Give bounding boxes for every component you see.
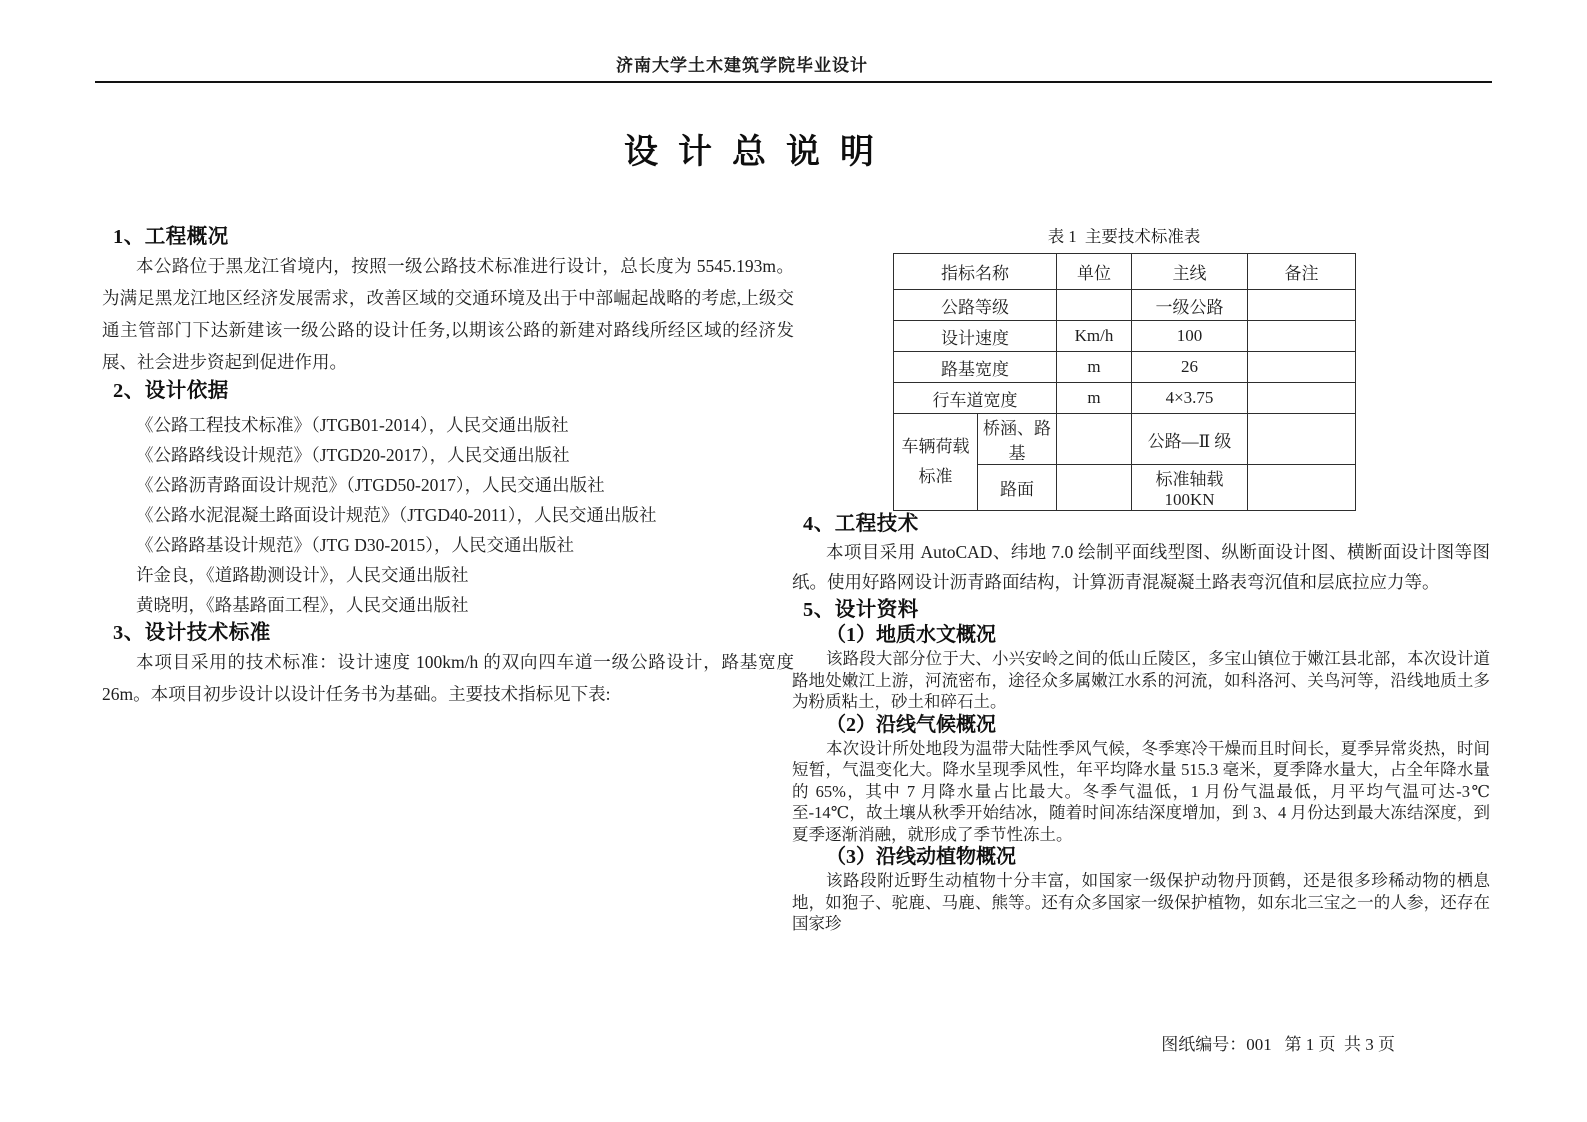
- paragraph-project-overview: 本公路位于黑龙江省境内，按照一级公路技术标准进行设计，总长度为 5545.193m。为满足黑龙江地区经济发展需求，改善区域的交通环境及出于中部崛起战略的考虑,上级交通主管部门下达新建该一级公路的设计任务,以期该公路的新建对路线所经区域的经济发展、社会进步资起到促进作用。: [102, 256, 794, 372]
- cell-mainline: 公路—Ⅱ 级: [1132, 414, 1248, 465]
- header-rule: [95, 81, 1492, 83]
- table-row: [894, 290, 1356, 321]
- right-column: [792, 226, 1490, 935]
- cell-remark: [1248, 414, 1356, 465]
- technical-standards-table-block: [893, 226, 1355, 511]
- table-row: [894, 414, 1356, 465]
- header-cell-remark: 备注: [1248, 254, 1356, 290]
- header-cell-unit: 单位: [1057, 254, 1132, 290]
- cell-unit: Km/h: [1057, 321, 1132, 352]
- reference-item: 《公路工程技术标准》（JTGB01-2014），人民交通出版社: [136, 415, 569, 435]
- cell-remark: [1248, 352, 1356, 383]
- paragraph-design-technical-standard: 本项目采用的技术标准：设计速度 100km/h 的双向四车道一级公路设计，路基宽度 26m。本项目初步设计以设计任务书为基础。主要技术指标见下表:: [102, 652, 794, 704]
- cell-remark: [1248, 321, 1356, 352]
- cell-sub-indicator: 桥涵、路基: [978, 414, 1057, 465]
- header-cell-mainline: 主线: [1132, 254, 1248, 290]
- cell-remark: [1248, 465, 1356, 511]
- paragraph-geology-hydrology: 该路段大部分位于大、小兴安岭之间的低山丘陵区，多宝山镇位于嫩江县北部，本次设计道路地处嫩江上游，河流密布，途径众多属嫩江水系的河流，如科洛河、关鸟河等，沿线地质土多为粉质粘土，砂土和碎石土。: [792, 649, 1490, 711]
- subsection-heading-flora-fauna: （3）沿线动植物概况: [826, 846, 1016, 868]
- section-heading-design-technical-standard: 3、设计技术标准: [113, 622, 271, 644]
- subsection-heading-geology-hydrology: （1）地质水文概况: [826, 624, 996, 646]
- cell-unit: [1057, 414, 1132, 465]
- table-row: [894, 383, 1356, 414]
- footer-sheet-number: 图纸编号：001 第 1 页 共 3 页: [1161, 1035, 1395, 1054]
- cell-unit: [1057, 290, 1132, 321]
- paragraph-flora-fauna: 该路段附近野生动植物十分丰富，如国家一级保护动物丹顶鹤，还是很多珍稀动物的栖息地，如狍子、驼鹿、马鹿、熊等。还有众多国家一级保护植物，如东北三宝之一的人参，还存在国家珍: [792, 871, 1490, 933]
- table-caption: 表 1 主要技术标准表: [1047, 227, 1201, 246]
- header-cell-indicator-name: 指标名称: [894, 254, 1057, 290]
- table-row: [894, 321, 1356, 352]
- table-row: [894, 352, 1356, 383]
- cell-mainline: 一级公路: [1132, 290, 1248, 321]
- cell-indicator: 路基宽度: [894, 352, 1057, 383]
- subsection-heading-climate: （2）沿线气候概况: [826, 713, 996, 736]
- document-title: 设计总说明: [624, 134, 894, 171]
- reference-item: 《公路路线设计规范》（JTGD20-2017），人民交通出版社: [136, 445, 570, 465]
- document-header-institution: 济南大学土木建筑学院毕业设计: [616, 56, 868, 75]
- reference-item: 《公路路基设计规范》（JTG D30-2015），人民交通出版社: [136, 535, 574, 555]
- cell-unit: m: [1057, 383, 1132, 414]
- paragraph-climate: 本次设计所处地段为温带大陆性季风气候，冬季寒冷干燥而且时间长，夏季异常炎热，时间短暂，气温变化大。降水呈现季风性，年平均降水量 515.3 毫米，夏季降水量大，占全年降水量的 65%，其中 7 月降水量占比最大。冬季气温低，1 月份气温最低，月平均气温可达-3℃至-14℃，故土壤从秋季开始结冰，随着时间冻结深度增加，到 3、4 月份达到最大冻结深度，到夏季逐渐消融，就形成了季节性冻土。: [792, 738, 1490, 844]
- cell-mainline: 4×3.75: [1132, 383, 1248, 414]
- reference-item: 许金良，《道路勘测设计》，人民交通出版社: [136, 565, 469, 585]
- cell-mainline: 26: [1132, 352, 1248, 383]
- cell-indicator: 行车道宽度: [894, 383, 1057, 414]
- left-column: [102, 224, 794, 710]
- reference-list: [102, 410, 794, 620]
- cell-indicator: 设计速度: [894, 321, 1057, 352]
- cell-vehicle-load-standard: 车辆荷载标准: [894, 414, 978, 511]
- cell-indicator: 公路等级: [894, 290, 1057, 321]
- reference-item: 《公路沥青路面设计规范》（JTGD50-2017），人民交通出版社: [136, 475, 605, 495]
- technical-standards-table: [893, 253, 1356, 511]
- section-heading-design-basis: 2、设计依据: [113, 380, 229, 402]
- cell-mainline: 100: [1132, 321, 1248, 352]
- cell-mainline: 标准轴载 100KN: [1132, 465, 1248, 511]
- paragraph-engineering-technology: 本项目采用 AutoCAD、纬地 7.0 绘制平面线型图、纵断面设计图、横断面设计图等图纸。使用好路网设计沥青路面结构，计算沥青混凝凝土路表弯沉值和层底拉应力等。: [792, 542, 1490, 592]
- reference-item: 《公路水泥混凝土路面设计规范》（JTGD40-2011），人民交通出版社: [136, 505, 657, 525]
- section-heading-project-overview: 1、工程概况: [113, 226, 229, 248]
- cell-sub-indicator: 路面: [978, 465, 1057, 511]
- section-heading-engineering-technology: 4、工程技术: [803, 513, 919, 535]
- cell-remark: [1248, 383, 1356, 414]
- table-header-row: [894, 254, 1356, 290]
- reference-item: 黄晓明，《路基路面工程》，人民交通出版社: [136, 595, 469, 615]
- cell-unit: m: [1057, 352, 1132, 383]
- section-heading-design-data: 5、设计资料: [803, 599, 919, 621]
- cell-unit: [1057, 465, 1132, 511]
- cell-remark: [1248, 290, 1356, 321]
